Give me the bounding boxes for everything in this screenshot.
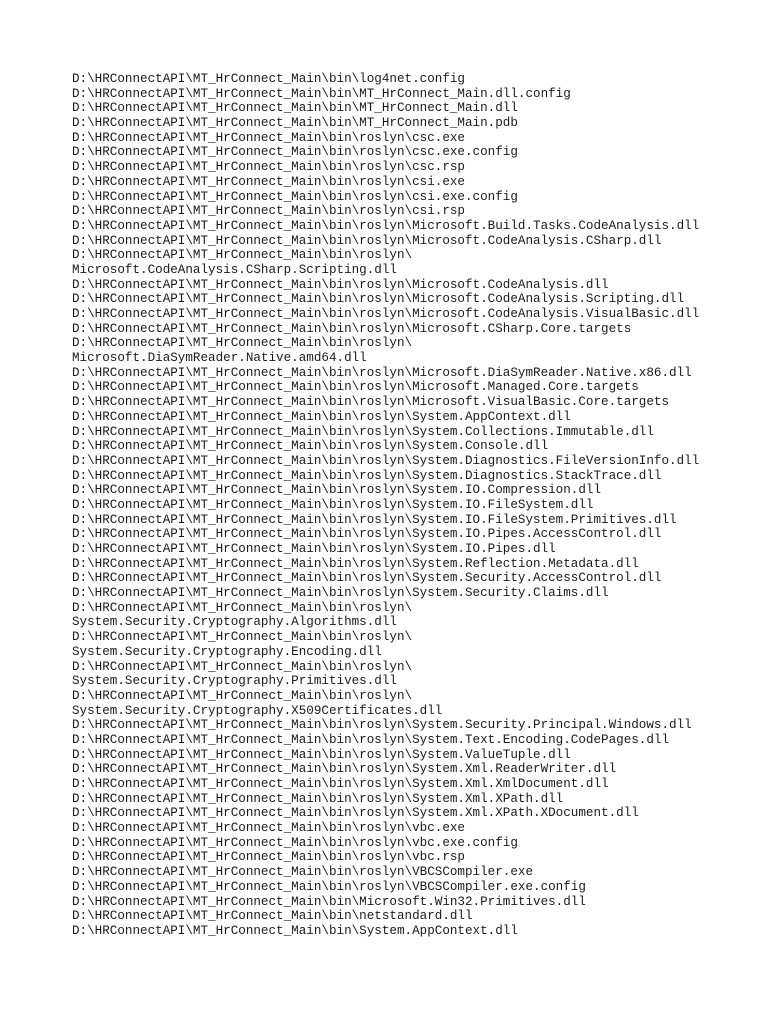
file-path-line: D:\HRConnectAPI\MT_HrConnect_Main\bin\roslyn\csc.rsp (72, 160, 465, 175)
file-path-line: D:\HRConnectAPI\MT_HrConnect_Main\bin\roslyn\VBCSCompiler.exe (72, 865, 534, 880)
file-path-line: D:\HRConnectAPI\MT_HrConnect_Main\bin\roslyn\vbc.exe.config (72, 835, 518, 850)
file-path-line: D:\HRConnectAPI\MT_HrConnect_Main\bin\roslyn\csi.rsp (72, 204, 465, 219)
file-path-line: D:\HRConnectAPI\MT_HrConnect_Main\bin\roslyn\System.Xml.XPath.dll (72, 791, 564, 806)
file-path-line: D:\HRConnectAPI\MT_HrConnect_Main\bin\roslyn\System.Security.AccessControl.dll (72, 571, 662, 586)
file-path-line: D:\HRConnectAPI\MT_HrConnect_Main\bin\roslyn\ (72, 248, 413, 263)
file-path-line: D:\HRConnectAPI\MT_HrConnect_Main\bin\roslyn\ (72, 659, 413, 674)
file-path-line: D:\HRConnectAPI\MT_HrConnect_Main\bin\roslyn\csc.exe (72, 130, 465, 145)
file-path-line: D:\HRConnectAPI\MT_HrConnect_Main\bin\MT_HrConnect_Main.dll.config (72, 86, 571, 101)
file-path-line: D:\HRConnectAPI\MT_HrConnect_Main\bin\roslyn\Microsoft.CodeAnalysis.VisualBasic.dll (72, 307, 700, 321)
file-path-line: D:\HRConnectAPI\MT_HrConnect_Main\bin\roslyn\System.Xml.XPath.XDocument.dll (72, 806, 639, 821)
file-path-line: D:\HRConnectAPI\MT_HrConnect_Main\bin\roslyn\ (72, 630, 413, 645)
file-path-line: D:\HRConnectAPI\MT_HrConnect_Main\bin\roslyn\ (72, 688, 413, 703)
file-path-line: D:\HRConnectAPI\MT_HrConnect_Main\bin\roslyn\Microsoft.Build.Tasks.CodeAnalysis.dll (72, 218, 700, 233)
file-path-line: D:\HRConnectAPI\MT_HrConnect_Main\bin\log4net.config (72, 72, 465, 86)
file-path-line: D:\HRConnectAPI\MT_HrConnect_Main\bin\roslyn\System.IO.Pipes.AccessControl.dll (72, 527, 662, 542)
file-path-line: D:\HRConnectAPI\MT_HrConnect_Main\bin\roslyn\Microsoft.VisualBasic.Core.targets (72, 395, 670, 410)
file-path-line: D:\HRConnectAPI\MT_HrConnect_Main\bin\roslyn\System.Security.Claims.dll (72, 586, 609, 601)
file-path-line: D:\HRConnectAPI\MT_HrConnect_Main\bin\roslyn\csi.exe (72, 174, 465, 189)
file-path-line: D:\HRConnectAPI\MT_HrConnect_Main\bin\roslyn\Microsoft.CodeAnalysis.CSharp.dll (72, 233, 662, 248)
file-path-line: D:\HRConnectAPI\MT_HrConnect_Main\bin\roslyn\System.IO.Pipes.dll (72, 542, 556, 556)
file-path-line: D:\HRConnectAPI\MT_HrConnect_Main\bin\roslyn\System.Console.dll (72, 439, 549, 454)
file-path-line: D:\HRConnectAPI\MT_HrConnect_Main\bin\roslyn\System.Xml.XmlDocument.dll (72, 777, 609, 791)
file-path-line: D:\HRConnectAPI\MT_HrConnect_Main\bin\roslyn\System.Diagnostics.FileVersionInfo.dll (72, 453, 700, 468)
file-path-line: D:\HRConnectAPI\MT_HrConnect_Main\bin\roslyn\VBCSCompiler.exe.config (72, 879, 586, 894)
file-path-line: D:\HRConnectAPI\MT_HrConnect_Main\bin\roslyn\vbc.rsp (72, 850, 465, 865)
file-path-line: D:\HRConnectAPI\MT_HrConnect_Main\bin\Microsoft.Win32.Primitives.dll (72, 894, 586, 909)
file-path-line: D:\HRConnectAPI\MT_HrConnect_Main\bin\roslyn\Microsoft.CodeAnalysis.Scripting.dll (72, 292, 685, 307)
file-path-line: D:\HRConnectAPI\MT_HrConnect_Main\bin\roslyn\Microsoft.DiaSymReader.Native.x86.dll (72, 365, 692, 380)
file-path-line: D:\HRConnectAPI\MT_HrConnect_Main\bin\roslyn\ (72, 336, 413, 351)
file-path-line: D:\HRConnectAPI\MT_HrConnect_Main\bin\roslyn\System.IO.FileSystem.dll (72, 497, 594, 512)
file-path-line: D:\HRConnectAPI\MT_HrConnect_Main\bin\roslyn\System.AppContext.dll (72, 409, 571, 424)
file-path-line: D:\HRConnectAPI\MT_HrConnect_Main\bin\roslyn\System.Xml.ReaderWriter.dll (72, 762, 617, 777)
file-path-line: D:\HRConnectAPI\MT_HrConnect_Main\bin\roslyn\System.Reflection.Metadata.dll (72, 556, 639, 571)
file-path-line: System.Security.Cryptography.Encoding.dll (72, 644, 382, 659)
file-path-line: D:\HRConnectAPI\MT_HrConnect_Main\bin\roslyn\vbc.exe (72, 821, 465, 836)
file-path-line: System.Security.Cryptography.Primitives.dll (72, 674, 397, 689)
file-path-line: D:\HRConnectAPI\MT_HrConnect_Main\bin\MT_HrConnect_Main.pdb (72, 116, 518, 131)
file-path-line: D:\HRConnectAPI\MT_HrConnect_Main\bin\roslyn\System.IO.Compression.dll (72, 483, 602, 498)
file-path-line: D:\HRConnectAPI\MT_HrConnect_Main\bin\roslyn\ (72, 600, 413, 615)
file-path-line: D:\HRConnectAPI\MT_HrConnect_Main\bin\roslyn\System.Text.Encoding.CodePages.dll (72, 732, 670, 747)
file-path-line: D:\HRConnectAPI\MT_HrConnect_Main\bin\roslyn\csi.exe.config (72, 189, 518, 204)
file-path-listing (72, 72, 732, 939)
file-path-line: D:\HRConnectAPI\MT_HrConnect_Main\bin\roslyn\System.ValueTuple.dll (72, 747, 571, 762)
file-path-line: D:\HRConnectAPI\MT_HrConnect_Main\bin\roslyn\System.IO.FileSystem.Primitives.dll (72, 512, 677, 527)
file-path-line: D:\HRConnectAPI\MT_HrConnect_Main\bin\roslyn\Microsoft.CSharp.Core.targets (72, 321, 632, 336)
file-path-line: D:\HRConnectAPI\MT_HrConnect_Main\bin\roslyn\Microsoft.CodeAnalysis.dll (72, 277, 609, 292)
file-path-line: D:\HRConnectAPI\MT_HrConnect_Main\bin\MT_HrConnect_Main.dll (72, 101, 518, 116)
file-path-line: D:\HRConnectAPI\MT_HrConnect_Main\bin\netstandard.dll (72, 909, 473, 924)
file-path-line: Microsoft.DiaSymReader.Native.amd64.dll (72, 351, 367, 366)
file-path-line: D:\HRConnectAPI\MT_HrConnect_Main\bin\roslyn\System.Collections.Immutable.dll (72, 424, 654, 439)
file-path-line: System.Security.Cryptography.Algorithms.dll (72, 615, 397, 630)
file-path-line: Microsoft.CodeAnalysis.CSharp.Scripting.dll (72, 262, 397, 277)
file-path-line: System.Security.Cryptography.X509Certificates.dll (72, 703, 443, 718)
file-path-line: D:\HRConnectAPI\MT_HrConnect_Main\bin\roslyn\System.Diagnostics.StackTrace.dll (72, 468, 662, 483)
file-path-line: D:\HRConnectAPI\MT_HrConnect_Main\bin\roslyn\Microsoft.Managed.Core.targets (72, 380, 639, 395)
file-path-line: D:\HRConnectAPI\MT_HrConnect_Main\bin\roslyn\csc.exe.config (72, 145, 518, 160)
file-path-line: D:\HRConnectAPI\MT_HrConnect_Main\bin\roslyn\System.Security.Principal.Windows.dll (72, 718, 692, 733)
file-path-line: D:\HRConnectAPI\MT_HrConnect_Main\bin\System.AppContext.dll (72, 923, 518, 938)
